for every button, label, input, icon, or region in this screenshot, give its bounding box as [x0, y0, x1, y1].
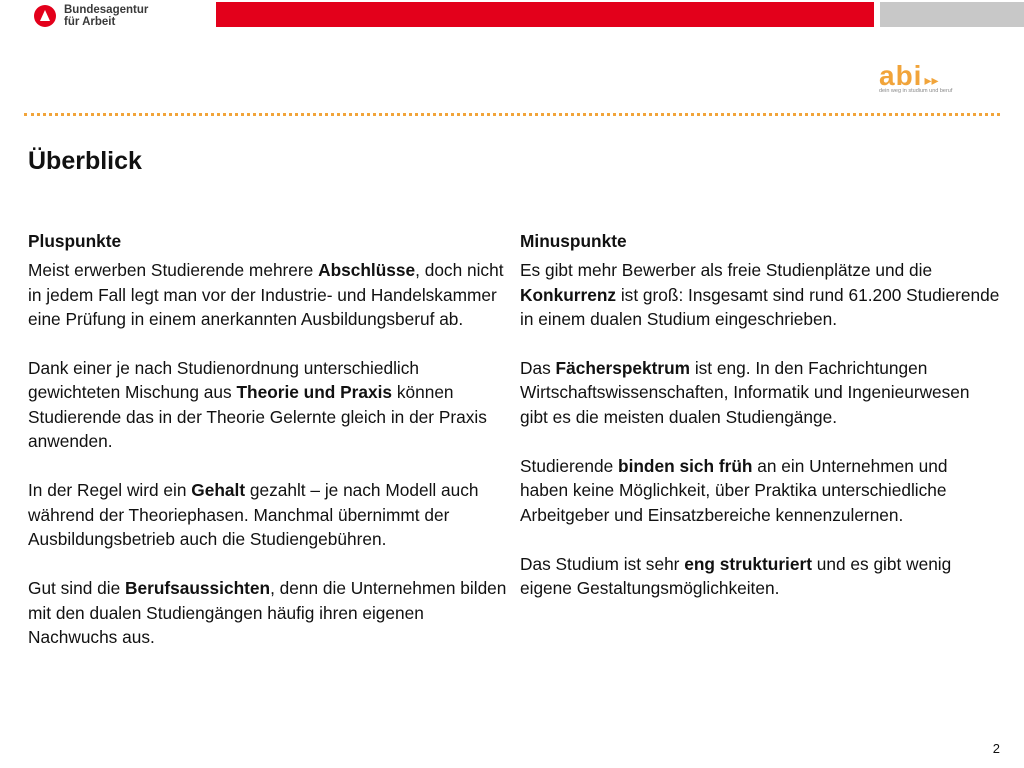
pluspunkte-heading: Pluspunkte: [28, 231, 122, 251]
bundesagentur-name: [64, 4, 148, 28]
dotted-divider: [24, 113, 1000, 116]
minuspunkte-heading: Minuspunkte: [520, 231, 627, 251]
pluspunkt-item: Gut sind die Berufsaussichten, denn die Unternehmen bilden mit den dualen Studiengängen häufig ihren eigenen Nachwuchs aus.: [28, 578, 507, 647]
minuspunkt-item: Das Fächerspektrum ist eng. In den Fachrichtungen Wirtschaftswissenschaften, Informatik und Ingenieurwesen gibt es die meisten dualen Studiengänge.: [520, 358, 970, 427]
header-gray-bar: [880, 2, 1024, 27]
header-red-bar: [216, 2, 874, 27]
org-line-2: für Arbeit: [64, 16, 116, 28]
org-line-1: Bundesagentur: [64, 4, 149, 16]
abi-logo: [879, 62, 952, 94]
pluspunkt-item: Meist erwerben Studierende mehrere Abschlüsse, doch nicht in jedem Fall legt man vor der Industrie- und Handelskammer eine Prüfung in einem anerkannten Ausbildungsberuf ab.: [28, 260, 504, 329]
page-number: 2: [992, 741, 1000, 756]
abi-wordmark: abi: [879, 60, 923, 91]
minuspunkte-column: [520, 229, 1000, 626]
bundesagentur-logo: [34, 4, 148, 28]
pluspunkt-item: In der Regel wird ein Gehalt gezahlt – je nach Modell auch während der Theoriephasen. Manchmal übernimmt der Ausbildungsbetrieb auch die Studiengebühren.: [28, 480, 479, 549]
abi-arrows-icon: ▸▸: [924, 72, 939, 89]
bundesagentur-logo-icon: [34, 5, 56, 27]
minuspunkt-item: Es gibt mehr Bewerber als freie Studienplätze und die Konkurrenz ist groß: Insgesamt sind rund 61.200 Studierende in einem dualen Studium eingeschrieben.: [520, 260, 1000, 329]
slide-title: Überblick: [28, 147, 142, 175]
pluspunkt-item: Dank einer je nach Studienordnung unterschiedlich gewichteten Mischung aus Theorie und Praxis können Studierende das in der Theorie Gelernte gleich in der Praxis anwenden.: [28, 358, 487, 452]
abi-tagline: dein weg in studium und beruf: [879, 88, 953, 94]
minuspunkt-item: Studierende binden sich früh an ein Unternehmen und haben keine Möglichkeit, über Praktika unterschiedliche Arbeitgeber und Einsatzbereiche kennenzulernen.: [520, 456, 948, 525]
minuspunkt-item: Das Studium ist sehr eng strukturiert und es gibt wenig eigene Gestaltungsmöglichkeiten.: [520, 553, 952, 599]
pluspunkte-column: [28, 229, 508, 674]
